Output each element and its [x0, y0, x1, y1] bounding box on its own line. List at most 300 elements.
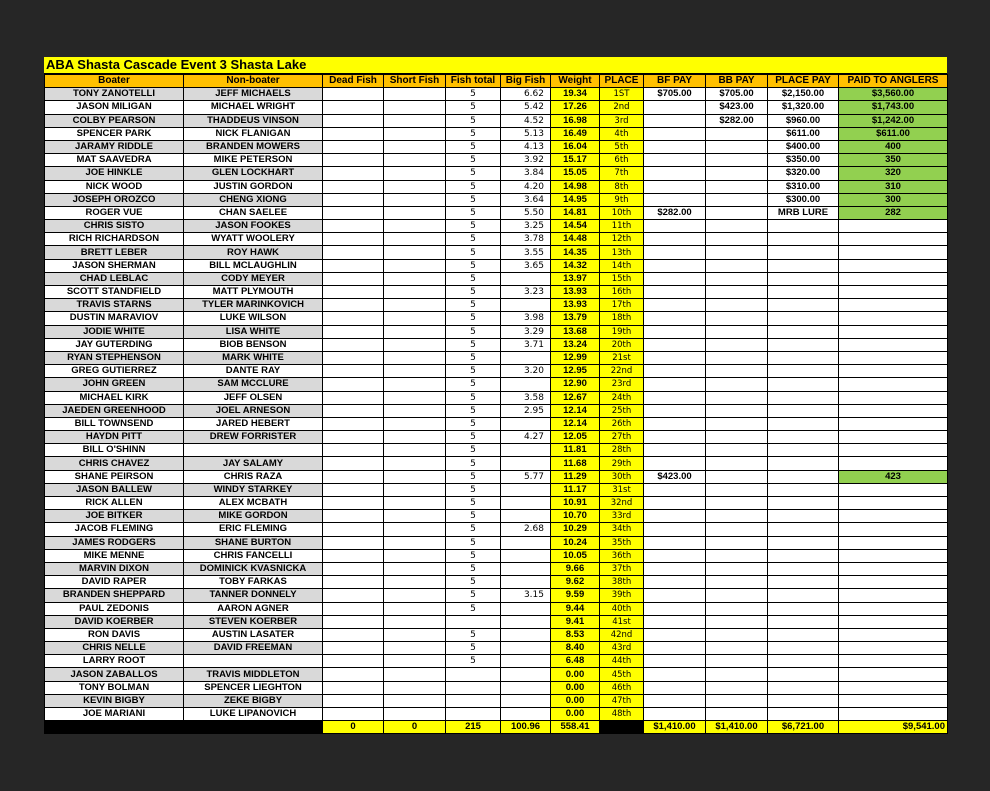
- weight-cell: 12.14: [551, 417, 600, 430]
- paid-cell: [839, 483, 948, 496]
- place-pay-cell: [768, 589, 839, 602]
- bb-pay-cell: [706, 694, 768, 707]
- nonboater-cell: CHRIS FANCELLI: [184, 549, 323, 562]
- place-cell: 21st: [600, 351, 644, 364]
- boater-cell: CHRIS CHAVEZ: [45, 457, 184, 470]
- nonboater-cell: MARK WHITE: [184, 351, 323, 364]
- nonboater-cell: JAY SALAMY: [184, 457, 323, 470]
- fish-total-cell: 5: [446, 470, 501, 483]
- weight-cell: 14.95: [551, 193, 600, 206]
- bf-pay-cell: [644, 365, 706, 378]
- nonboater-cell: AARON AGNER: [184, 602, 323, 615]
- big-fish-cell: 4.13: [501, 140, 551, 153]
- big-fish-cell: [501, 562, 551, 575]
- boater-cell: COLBY PEARSON: [45, 114, 184, 127]
- big-fish-cell: 3.20: [501, 365, 551, 378]
- weight-cell: 10.29: [551, 523, 600, 536]
- header-short-fish: Short Fish: [384, 75, 446, 88]
- bb-pay-cell: [706, 589, 768, 602]
- bf-pay-cell: [644, 483, 706, 496]
- short-fish-cell: [384, 681, 446, 694]
- weight-cell: 13.93: [551, 286, 600, 299]
- bb-pay-cell: [706, 365, 768, 378]
- nonboater-cell: SHANE BURTON: [184, 536, 323, 549]
- big-fish-cell: [501, 549, 551, 562]
- dead-fish-cell: [323, 246, 384, 259]
- bb-pay-cell: [706, 167, 768, 180]
- place-pay-cell: [768, 708, 839, 721]
- place-pay-cell: $2,150.00: [768, 88, 839, 101]
- big-fish-cell: [501, 510, 551, 523]
- total-place-pay: $6,721.00: [768, 721, 839, 734]
- table-row: [45, 628, 948, 641]
- fish-total-cell: 5: [446, 180, 501, 193]
- nonboater-cell: [184, 444, 323, 457]
- short-fish-cell: [384, 114, 446, 127]
- place-cell: 6th: [600, 154, 644, 167]
- place-pay-cell: $1,320.00: [768, 101, 839, 114]
- short-fish-cell: [384, 536, 446, 549]
- paid-cell: [839, 510, 948, 523]
- nonboater-cell: MATT PLYMOUTH: [184, 286, 323, 299]
- dead-fish-cell: [323, 312, 384, 325]
- dead-fish-cell: [323, 510, 384, 523]
- place-pay-cell: [768, 576, 839, 589]
- paid-cell: [839, 351, 948, 364]
- fish-total-cell: 5: [446, 88, 501, 101]
- weight-cell: 13.79: [551, 312, 600, 325]
- dead-fish-cell: [323, 589, 384, 602]
- bf-pay-cell: [644, 694, 706, 707]
- weight-cell: 14.81: [551, 206, 600, 219]
- dead-fish-cell: [323, 378, 384, 391]
- totals-blank-boater: [45, 721, 184, 734]
- weight-cell: 0.00: [551, 694, 600, 707]
- weight-cell: 14.54: [551, 220, 600, 233]
- bf-pay-cell: [644, 628, 706, 641]
- fish-total-cell: 5: [446, 444, 501, 457]
- table-row: [45, 417, 948, 430]
- place-cell: 29th: [600, 457, 644, 470]
- weight-cell: 9.62: [551, 576, 600, 589]
- place-pay-cell: [768, 497, 839, 510]
- short-fish-cell: [384, 351, 446, 364]
- big-fish-cell: 3.23: [501, 286, 551, 299]
- table-row: [45, 536, 948, 549]
- table-row: [45, 167, 948, 180]
- header-fish-total: Fish total: [446, 75, 501, 88]
- big-fish-cell: 3.78: [501, 233, 551, 246]
- weight-cell: 12.99: [551, 351, 600, 364]
- dead-fish-cell: [323, 233, 384, 246]
- nonboater-cell: DANTE RAY: [184, 365, 323, 378]
- bf-pay-cell: [644, 154, 706, 167]
- big-fish-cell: [501, 628, 551, 641]
- bb-pay-cell: [706, 127, 768, 140]
- nonboater-cell: LISA WHITE: [184, 325, 323, 338]
- boater-cell: JAY GUTERDING: [45, 338, 184, 351]
- bb-pay-cell: [706, 299, 768, 312]
- header-row: [45, 75, 948, 88]
- boater-cell: JACOB FLEMING: [45, 523, 184, 536]
- bf-pay-cell: [644, 417, 706, 430]
- bf-pay-cell: [644, 140, 706, 153]
- bf-pay-cell: [644, 351, 706, 364]
- dead-fish-cell: [323, 655, 384, 668]
- place-pay-cell: $300.00: [768, 193, 839, 206]
- place-cell: 27th: [600, 431, 644, 444]
- table-row: [45, 220, 948, 233]
- weight-cell: 11.81: [551, 444, 600, 457]
- weight-cell: 11.17: [551, 483, 600, 496]
- paid-cell: $3,560.00: [839, 88, 948, 101]
- short-fish-cell: [384, 628, 446, 641]
- fish-total-cell: 5: [446, 523, 501, 536]
- total-paid-to-anglers: $9,541.00: [839, 721, 948, 734]
- place-cell: 31st: [600, 483, 644, 496]
- bb-pay-cell: [706, 615, 768, 628]
- weight-cell: 13.24: [551, 338, 600, 351]
- fish-total-cell: 5: [446, 220, 501, 233]
- fish-total-cell: 5: [446, 246, 501, 259]
- place-cell: 15th: [600, 272, 644, 285]
- short-fish-cell: [384, 431, 446, 444]
- boater-cell: RYAN STEPHENSON: [45, 351, 184, 364]
- boater-cell: JOSEPH OROZCO: [45, 193, 184, 206]
- dead-fish-cell: [323, 338, 384, 351]
- boater-cell: PAUL ZEDONIS: [45, 602, 184, 615]
- place-pay-cell: [768, 655, 839, 668]
- boater-cell: ROGER VUE: [45, 206, 184, 219]
- place-cell: 48th: [600, 708, 644, 721]
- big-fish-cell: 2.68: [501, 523, 551, 536]
- place-pay-cell: [768, 338, 839, 351]
- weight-cell: 9.59: [551, 589, 600, 602]
- dead-fish-cell: [323, 299, 384, 312]
- dead-fish-cell: [323, 114, 384, 127]
- place-cell: 41st: [600, 615, 644, 628]
- short-fish-cell: [384, 259, 446, 272]
- short-fish-cell: [384, 193, 446, 206]
- place-cell: 10th: [600, 206, 644, 219]
- big-fish-cell: 3.55: [501, 246, 551, 259]
- fish-total-cell: 5: [446, 299, 501, 312]
- table-row: [45, 457, 948, 470]
- paid-cell: 300: [839, 193, 948, 206]
- weight-cell: 15.17: [551, 154, 600, 167]
- big-fish-cell: 4.52: [501, 114, 551, 127]
- bf-pay-cell: [644, 272, 706, 285]
- short-fish-cell: [384, 206, 446, 219]
- place-pay-cell: [768, 312, 839, 325]
- table-row: [45, 404, 948, 417]
- boater-cell: MIKE MENNE: [45, 549, 184, 562]
- weight-cell: 19.34: [551, 88, 600, 101]
- bb-pay-cell: [706, 259, 768, 272]
- dead-fish-cell: [323, 101, 384, 114]
- fish-total-cell: [446, 694, 501, 707]
- table-row: [45, 272, 948, 285]
- table-row: [45, 497, 948, 510]
- short-fish-cell: [384, 549, 446, 562]
- bb-pay-cell: [706, 154, 768, 167]
- place-cell: 7th: [600, 167, 644, 180]
- nonboater-cell: WYATT WOOLERY: [184, 233, 323, 246]
- place-pay-cell: [768, 523, 839, 536]
- paid-cell: [839, 444, 948, 457]
- bb-pay-cell: [706, 708, 768, 721]
- place-cell: 44th: [600, 655, 644, 668]
- bb-pay-cell: [706, 602, 768, 615]
- boater-cell: MICHAEL KIRK: [45, 391, 184, 404]
- total-big-fish: 100.96: [501, 721, 551, 734]
- paid-cell: 400: [839, 140, 948, 153]
- nonboater-cell: CHAN SAELEE: [184, 206, 323, 219]
- table-row: [45, 510, 948, 523]
- place-pay-cell: [768, 602, 839, 615]
- bf-pay-cell: [644, 668, 706, 681]
- weight-cell: 8.53: [551, 628, 600, 641]
- fish-total-cell: 5: [446, 338, 501, 351]
- table-row: [45, 576, 948, 589]
- boater-cell: SCOTT STANDFIELD: [45, 286, 184, 299]
- paid-cell: [839, 338, 948, 351]
- header-dead-fish: Dead Fish: [323, 75, 384, 88]
- boater-cell: BRETT LEBER: [45, 246, 184, 259]
- bb-pay-cell: [706, 483, 768, 496]
- bb-pay-cell: [706, 668, 768, 681]
- boater-cell: DAVID KOERBER: [45, 615, 184, 628]
- nonboater-cell: ROY HAWK: [184, 246, 323, 259]
- weight-cell: 12.05: [551, 431, 600, 444]
- boater-cell: CHRIS SISTO: [45, 220, 184, 233]
- dead-fish-cell: [323, 88, 384, 101]
- table-row: [45, 668, 948, 681]
- fish-total-cell: 5: [446, 127, 501, 140]
- fish-total-cell: 5: [446, 510, 501, 523]
- weight-cell: 0.00: [551, 681, 600, 694]
- short-fish-cell: [384, 338, 446, 351]
- weight-cell: 14.32: [551, 259, 600, 272]
- bf-pay-cell: $705.00: [644, 88, 706, 101]
- boater-cell: MARVIN DIXON: [45, 562, 184, 575]
- place-cell: 37th: [600, 562, 644, 575]
- fish-total-cell: 5: [446, 391, 501, 404]
- bf-pay-cell: [644, 286, 706, 299]
- header-bb-pay: BB PAY: [706, 75, 768, 88]
- place-pay-cell: $960.00: [768, 114, 839, 127]
- place-pay-cell: $320.00: [768, 167, 839, 180]
- place-cell: 43rd: [600, 642, 644, 655]
- short-fish-cell: [384, 642, 446, 655]
- place-cell: 12th: [600, 233, 644, 246]
- place-cell: 33rd: [600, 510, 644, 523]
- place-pay-cell: [768, 404, 839, 417]
- big-fish-cell: 6.62: [501, 88, 551, 101]
- dead-fish-cell: [323, 325, 384, 338]
- bf-pay-cell: [644, 312, 706, 325]
- dead-fish-cell: [323, 127, 384, 140]
- short-fish-cell: [384, 576, 446, 589]
- place-pay-cell: [768, 457, 839, 470]
- nonboater-cell: TRAVIS MIDDLETON: [184, 668, 323, 681]
- dead-fish-cell: [323, 351, 384, 364]
- fish-total-cell: 5: [446, 114, 501, 127]
- place-pay-cell: [768, 299, 839, 312]
- bb-pay-cell: [706, 523, 768, 536]
- big-fish-cell: 3.98: [501, 312, 551, 325]
- boater-cell: CHAD LEBLAC: [45, 272, 184, 285]
- bb-pay-cell: [706, 233, 768, 246]
- place-pay-cell: [768, 628, 839, 641]
- place-cell: 32nd: [600, 497, 644, 510]
- boater-cell: JAMES RODGERS: [45, 536, 184, 549]
- paid-cell: [839, 549, 948, 562]
- bb-pay-cell: [706, 536, 768, 549]
- weight-cell: 8.40: [551, 642, 600, 655]
- big-fish-cell: [501, 272, 551, 285]
- place-pay-cell: [768, 694, 839, 707]
- weight-cell: 10.24: [551, 536, 600, 549]
- paid-cell: $1,242.00: [839, 114, 948, 127]
- short-fish-cell: [384, 88, 446, 101]
- bf-pay-cell: [644, 246, 706, 259]
- big-fish-cell: 3.58: [501, 391, 551, 404]
- weight-cell: 14.35: [551, 246, 600, 259]
- boater-cell: GREG GUTIERREZ: [45, 365, 184, 378]
- big-fish-cell: [501, 602, 551, 615]
- dead-fish-cell: [323, 642, 384, 655]
- nonboater-cell: DOMINICK KVASNICKA: [184, 562, 323, 575]
- short-fish-cell: [384, 167, 446, 180]
- short-fish-cell: [384, 272, 446, 285]
- bf-pay-cell: [644, 444, 706, 457]
- bf-pay-cell: [644, 404, 706, 417]
- place-pay-cell: [768, 615, 839, 628]
- table-row: [45, 101, 948, 114]
- fish-total-cell: 5: [446, 562, 501, 575]
- place-cell: 25th: [600, 404, 644, 417]
- table-row: [45, 562, 948, 575]
- big-fish-cell: 2.95: [501, 404, 551, 417]
- paid-cell: [839, 233, 948, 246]
- nonboater-cell: ALEX MCBATH: [184, 497, 323, 510]
- place-cell: 4th: [600, 127, 644, 140]
- fish-total-cell: 5: [446, 457, 501, 470]
- place-cell: 20th: [600, 338, 644, 351]
- paid-cell: 310: [839, 180, 948, 193]
- bb-pay-cell: [706, 404, 768, 417]
- fish-total-cell: 5: [446, 404, 501, 417]
- bb-pay-cell: [706, 220, 768, 233]
- dead-fish-cell: [323, 391, 384, 404]
- dead-fish-cell: [323, 167, 384, 180]
- bb-pay-cell: [706, 272, 768, 285]
- place-cell: 42nd: [600, 628, 644, 641]
- paid-cell: [839, 246, 948, 259]
- weight-cell: 0.00: [551, 708, 600, 721]
- place-pay-cell: [768, 325, 839, 338]
- big-fish-cell: [501, 417, 551, 430]
- dead-fish-cell: [323, 431, 384, 444]
- fish-total-cell: 5: [446, 536, 501, 549]
- bf-pay-cell: [644, 180, 706, 193]
- weight-cell: 9.41: [551, 615, 600, 628]
- big-fish-cell: [501, 299, 551, 312]
- bb-pay-cell: [706, 510, 768, 523]
- table-row: [45, 193, 948, 206]
- nonboater-cell: JASON FOOKES: [184, 220, 323, 233]
- bb-pay-cell: [706, 140, 768, 153]
- paid-cell: 282: [839, 206, 948, 219]
- bb-pay-cell: [706, 286, 768, 299]
- fish-total-cell: 5: [446, 655, 501, 668]
- nonboater-cell: STEVEN KOERBER: [184, 615, 323, 628]
- weight-cell: 9.66: [551, 562, 600, 575]
- nonboater-cell: MIKE GORDON: [184, 510, 323, 523]
- fish-total-cell: 5: [446, 642, 501, 655]
- paid-cell: [839, 365, 948, 378]
- dead-fish-cell: [323, 694, 384, 707]
- short-fish-cell: [384, 404, 446, 417]
- short-fish-cell: [384, 444, 446, 457]
- paid-cell: 320: [839, 167, 948, 180]
- fish-total-cell: [446, 615, 501, 628]
- dead-fish-cell: [323, 365, 384, 378]
- paid-cell: [839, 523, 948, 536]
- weight-cell: 16.49: [551, 127, 600, 140]
- boater-cell: JOE MARIANI: [45, 708, 184, 721]
- paid-cell: $611.00: [839, 127, 948, 140]
- fish-total-cell: 5: [446, 549, 501, 562]
- short-fish-cell: [384, 497, 446, 510]
- bb-pay-cell: [706, 312, 768, 325]
- nonboater-cell: CHENG XIONG: [184, 193, 323, 206]
- big-fish-cell: [501, 655, 551, 668]
- short-fish-cell: [384, 589, 446, 602]
- place-pay-cell: [768, 246, 839, 259]
- bf-pay-cell: [644, 523, 706, 536]
- place-pay-cell: [768, 668, 839, 681]
- bf-pay-cell: [644, 233, 706, 246]
- dead-fish-cell: [323, 681, 384, 694]
- short-fish-cell: [384, 365, 446, 378]
- place-cell: 5th: [600, 140, 644, 153]
- nonboater-cell: ZEKE BIGBY: [184, 694, 323, 707]
- big-fish-cell: 3.92: [501, 154, 551, 167]
- place-pay-cell: [768, 233, 839, 246]
- short-fish-cell: [384, 325, 446, 338]
- weight-cell: 10.91: [551, 497, 600, 510]
- short-fish-cell: [384, 483, 446, 496]
- table-row: [45, 312, 948, 325]
- bf-pay-cell: [644, 167, 706, 180]
- weight-cell: 12.67: [551, 391, 600, 404]
- weight-cell: 16.98: [551, 114, 600, 127]
- paid-cell: 350: [839, 154, 948, 167]
- weight-cell: 9.44: [551, 602, 600, 615]
- weight-cell: 12.90: [551, 378, 600, 391]
- fish-total-cell: [446, 668, 501, 681]
- paid-cell: [839, 431, 948, 444]
- short-fish-cell: [384, 694, 446, 707]
- dead-fish-cell: [323, 708, 384, 721]
- boater-cell: JAEDEN GREENHOOD: [45, 404, 184, 417]
- place-cell: 8th: [600, 180, 644, 193]
- fish-total-cell: 5: [446, 325, 501, 338]
- bf-pay-cell: [644, 299, 706, 312]
- big-fish-cell: 3.65: [501, 259, 551, 272]
